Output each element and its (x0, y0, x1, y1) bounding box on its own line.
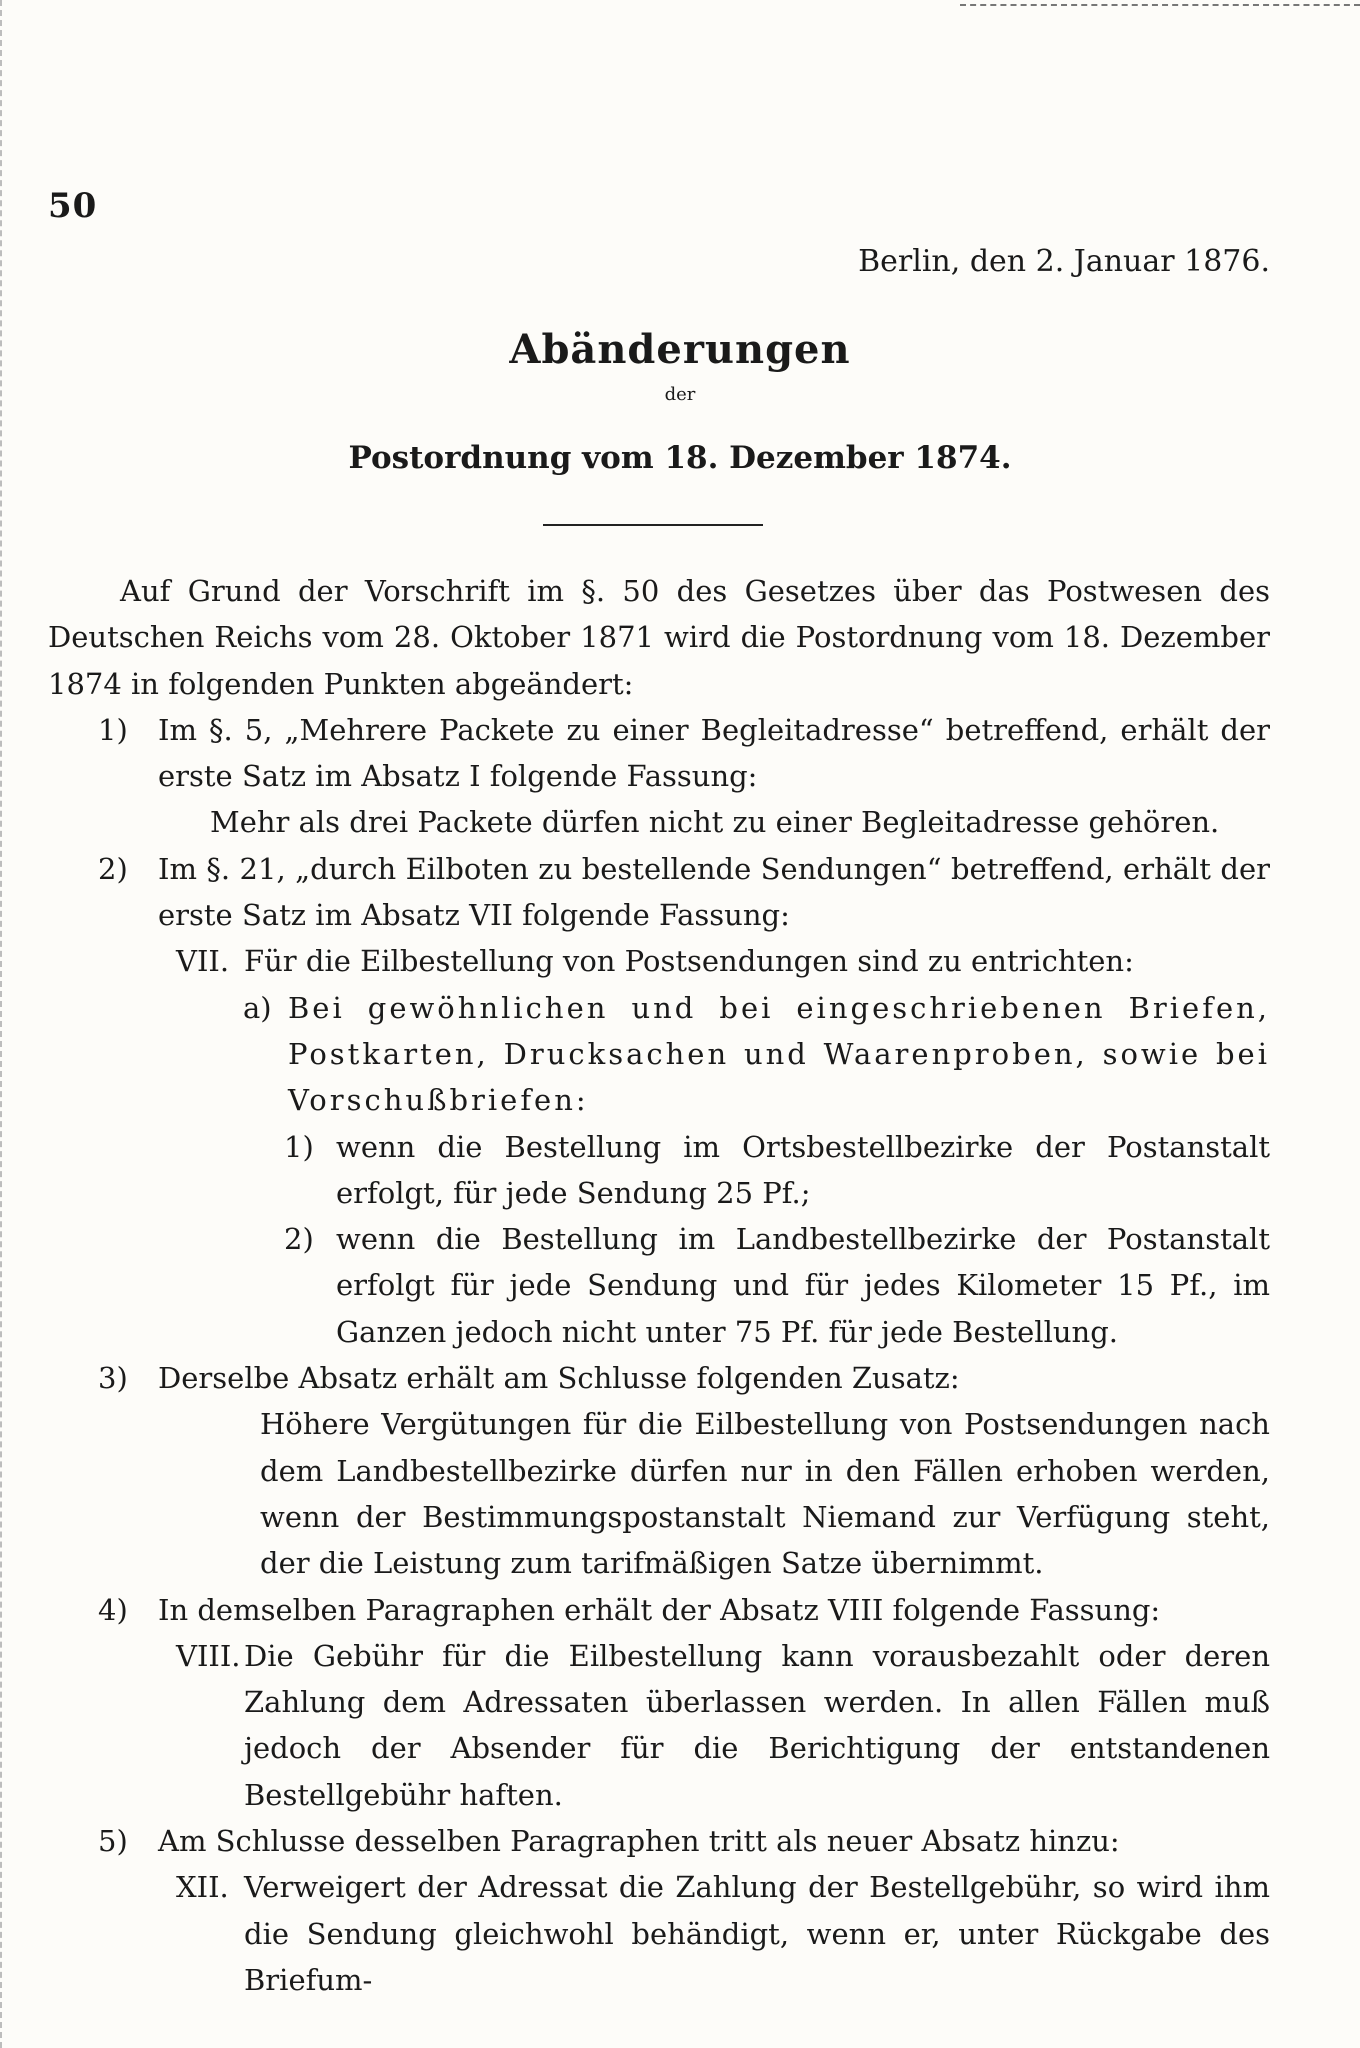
document-subtitle: Postordnung vom 18. Dezember 1874. (348, 440, 1012, 476)
item-number: 1) (98, 712, 128, 747)
item-number: 5) (98, 1824, 128, 1859)
subclause-text: wenn die Bestellung im Landbestellbezirke der Postanstalt erfolgt für jede Sendung und für jedes Kilometer 15 Pf., im Ganzen jedoch nicht unter 75 Pf. für jede Bestellung. (336, 1222, 1270, 1349)
amendment-item-5 (48, 1818, 1270, 1864)
clause-a-1 (48, 1124, 1270, 1217)
item-quote: Mehr als drei Packete dürfen nicht zu einer Begleitadresse gehören. (210, 805, 1220, 840)
paragraph-number: VIII. (176, 1638, 241, 1673)
paragraph-number: XII. (176, 1870, 229, 1905)
item-number: 2) (98, 851, 128, 886)
item-text: Derselbe Absatz erhält am Schlusse folgenden Zusatz: (158, 1361, 960, 1396)
amendment-item-2 (48, 846, 1270, 939)
paragraph-text: Verweigert der Adressat die Zahlung der Bestellgebühr, so wird ihm die Sendung gleichwohl behändigt, wenn er, unter Rückgabe des Briefum- (244, 1870, 1270, 1997)
clause-letter: a) (243, 990, 272, 1025)
amendment-item-4 (48, 1587, 1270, 1633)
amendment-item-1 (48, 707, 1270, 800)
paragraph-text: Die Gebühr für die Eilbestellung kann vorausbezahlt oder deren Zahlung dem Adressaten überlassen werden. In allen Fällen muß jedoch der Absender für die Berichtigung der entstandenen Bestellgebühr haften. (244, 1638, 1270, 1812)
subclause-number: 2) (284, 1222, 314, 1257)
left-page-edge (0, 0, 4, 2048)
page-number: 50 (48, 186, 98, 226)
amendment-item-3 (48, 1355, 1270, 1401)
item-text: Am Schlusse desselben Paragraphen tritt als neuer Absatz hinzu: (158, 1824, 1120, 1859)
document-body (48, 568, 1270, 2003)
item-text: Im §. 5, „Mehrere Packete zu einer Begleitadresse“ betreffend, erhält der erste Satz im Absatz I folgende Fassung: (158, 712, 1270, 794)
subclause-text: wenn die Bestellung im Ortsbestellbezirke der Postanstalt erfolgt, für jede Sendung 25 Pf.; (336, 1129, 1270, 1210)
title-connector: der (664, 384, 696, 405)
title-divider (543, 524, 763, 526)
paragraph-text: Für die Eilbestellung von Postsendungen sind zu entrichten: (244, 944, 1134, 979)
clause-a-2 (48, 1216, 1270, 1355)
paragraph-viii (48, 1633, 1270, 1818)
top-edge-rule (960, 4, 1360, 6)
paragraph-vii (48, 938, 1270, 984)
document-title: Abänderungen (509, 326, 851, 373)
clause-a (48, 985, 1270, 1124)
subclause-number: 1) (284, 1129, 314, 1164)
item-number: 4) (98, 1592, 128, 1627)
clause-text: Bei gewöhnlichen und bei eingeschriebenen Briefen, Postkarten, Drucksachen und Waarenproben, sowie bei Vorschußbriefen: (288, 990, 1270, 1118)
intro-paragraph: Auf Grund der Vorschrift im §. 50 des Gesetzes über das Postwesen des Deutschen Reichs vom 28. Oktober 1871 wird die Postordnung vom 18. Dezember 1874 in folgenden Punkten abgeändert: (48, 574, 1270, 701)
item-text: In demselben Paragraphen erhält der Absatz VIII folgende Fassung: (158, 1592, 1161, 1627)
paragraph-xii (48, 1864, 1270, 2003)
item-quote: Höhere Vergütungen für die Eilbestellung von Postsendungen nach dem Landbestellbezirke dürfen nur in den Fällen erhoben werden, wenn der Bestimmungspostanstalt Niemand zur Verfügung steht, der die Leistung zum tarifmäßigen Satze übernimmt. (260, 1407, 1270, 1581)
paragraph-number: VII. (176, 944, 230, 979)
item-text: Im §. 21, „durch Eilboten zu bestellende Sendungen“ betreffend, erhält der erste Satz im Absatz VII folgende Fassung: (158, 851, 1270, 933)
dateline: Berlin, den 2. Januar 1876. (858, 244, 1270, 279)
item-number: 3) (98, 1361, 128, 1396)
